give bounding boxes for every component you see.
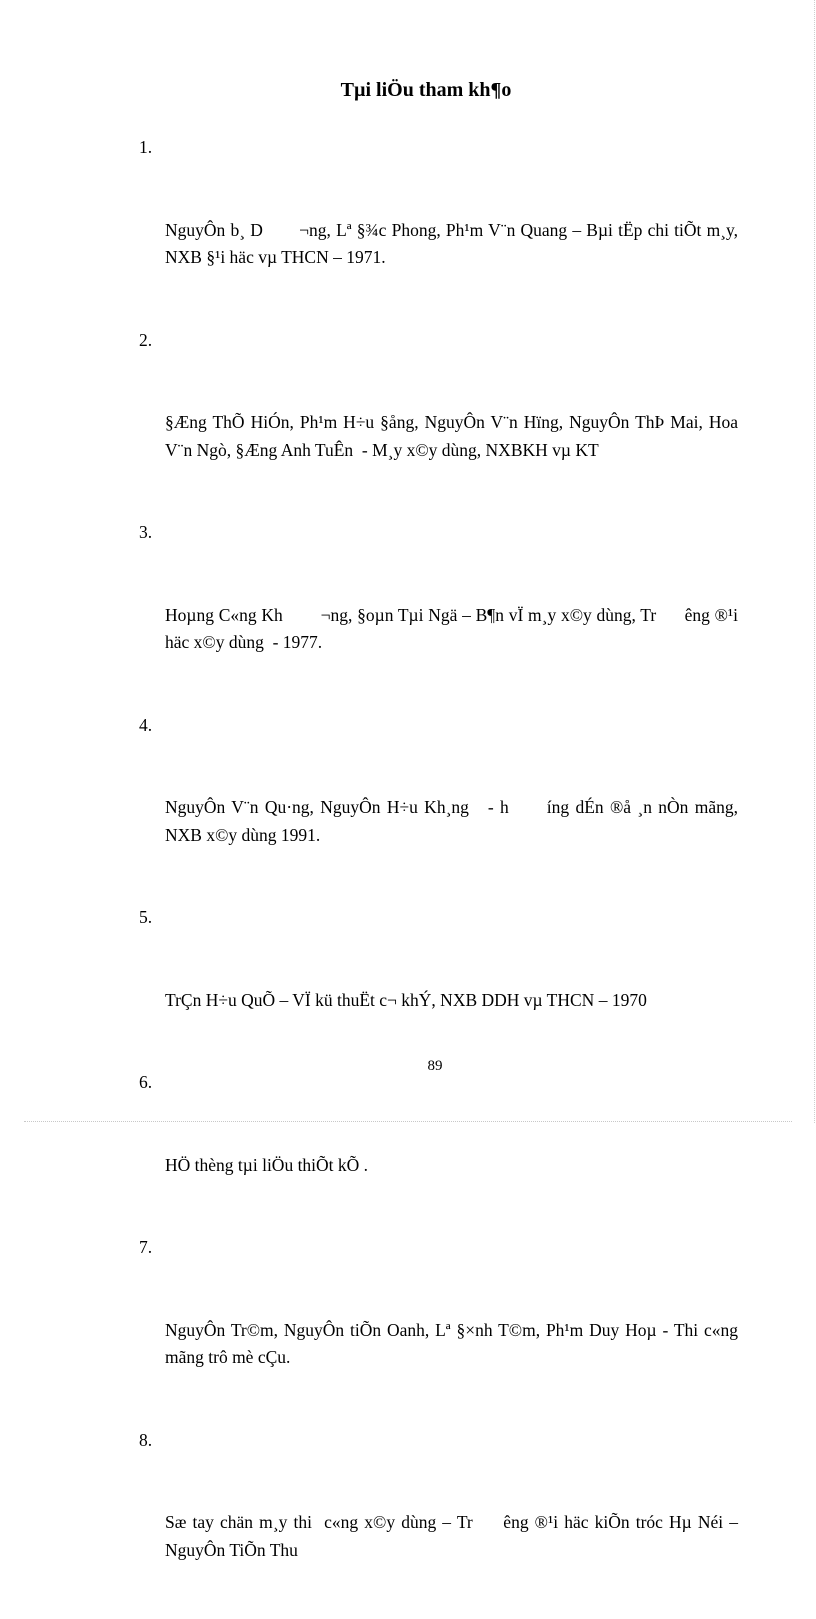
reference-item [165, 712, 738, 905]
reference-text: §Æng ThÕ HiÓn, Ph¹m H÷u §ång, NguyÔn V¨n Hïng, NguyÔn ThÞ Mai, Hoa V¨n Ngò, §Æng Anh TuÊn - M¸y x©y dùng, NXBKH vµ KT [165, 409, 738, 464]
reference-number: 1. [139, 134, 163, 162]
reference-list [165, 134, 738, 1619]
reference-number: 3. [139, 519, 163, 547]
reference-item [165, 1234, 738, 1427]
reference-number: 5. [139, 904, 163, 932]
reference-number: 7. [139, 1234, 163, 1262]
reference-item [165, 1427, 738, 1619]
reference-text: NguyÔn Tr©m, NguyÔn tiÕn Oanh, Lª §×nh T©m, Ph¹m Duy Hoµ - Thi c«ng mãng trô mè cÇu. [165, 1317, 738, 1372]
reference-item [165, 1069, 738, 1234]
reference-text: TrÇn H÷u QuÕ – VÏ kü thuËt c¬ khÝ, NXB DDH vµ THCN – 1970 [165, 987, 738, 1015]
reference-number: 2. [139, 327, 163, 355]
page-number: 89 [0, 1056, 816, 1076]
reference-item [165, 327, 738, 520]
reference-number: 8. [139, 1427, 163, 1455]
reference-text: NguyÔn V¨n Qu·ng, NguyÔn H÷u Kh¸ng - h íng dÉn ®å ¸n nÒn mãng, NXB x©y dùng 1991. [165, 794, 738, 849]
reference-text: NguyÔn b¸ D ¬ng, Lª §¾c Phong, Ph¹m V¨n Quang – Bµi tËp chi tiÕt m¸y, NXB §¹i häc vµ THCN – 1971. [165, 217, 738, 272]
reference-text: Hoµng C«ng Kh ¬ng, §oµn Tµi Ngä – B¶n vÏ m¸y x©y dùng, Tr êng ®¹i häc x©y dùng - 1977. [165, 602, 738, 657]
page-bottom-border [24, 1121, 792, 1122]
reference-item [165, 519, 738, 712]
reference-text: Sæ tay chän m¸y thi c«ng x©y dùng – Tr êng ®¹i häc kiÕn tróc Hµ Néi – NguyÔn TiÕn Thu [165, 1509, 738, 1564]
page-title: Tµi liÖu tham kh¶o [0, 76, 816, 104]
reference-item [165, 134, 738, 327]
reference-text: HÖ thèng tµi liÖu thiÕt kÕ . [165, 1152, 738, 1180]
reference-number: 4. [139, 712, 163, 740]
reference-number: 6. [139, 1069, 163, 1097]
page-right-border [814, 0, 815, 1123]
reference-item [165, 904, 738, 1069]
